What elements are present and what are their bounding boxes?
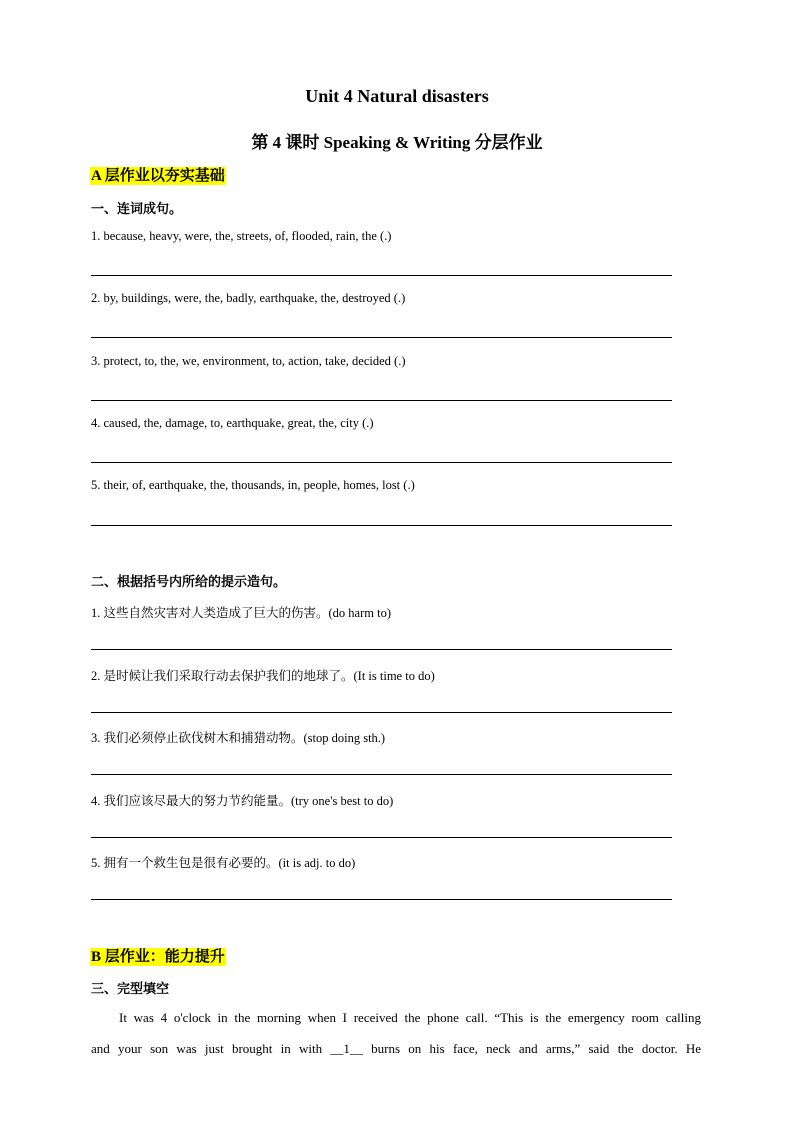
part2-question-1: 1. 这些自然灾害对人类造成了巨大的伤害。(do harm to)	[91, 606, 391, 620]
passage-line-1: It was 4 o'clock in the morning when I received the phone call. “This is the emergency room calling	[119, 1010, 701, 1025]
part2-question-3: 3. 我们必须停止砍伐树木和捕猎动物。(stop doing sth.)	[91, 731, 386, 745]
part2-question-2: 2. 是时候让我们采取行动去保护我们的地球了。(It is time to do)	[91, 669, 435, 683]
answer-line-8[interactable]	[91, 774, 672, 775]
part1-heading: 一、连词成句。	[91, 201, 183, 216]
passage-line-2: and your son was just brought in with __1__ burns on his face, neck and arms,” said the doctor. He	[91, 1041, 701, 1056]
section-b-label	[90, 945, 226, 966]
part2-question-5: 5. 拥有一个救生包是很有必要的。(it is adj. to do)	[91, 856, 356, 870]
page-title: Unit 4 Natural disasters	[305, 86, 489, 106]
answer-line-6[interactable]	[91, 649, 672, 650]
answer-line-10[interactable]	[91, 899, 672, 900]
answer-line-2[interactable]	[91, 337, 672, 338]
part3-heading: 三、完型填空	[91, 981, 170, 996]
part2-heading: 二、根据括号内所给的提示造句。	[91, 574, 287, 589]
answer-line-4[interactable]	[91, 462, 672, 463]
part2-question-4: 4. 我们应该尽最大的努力节约能量。(try one's best to do)	[91, 794, 394, 808]
part1-question-5: 5. their, of, earthquake, the, thousands, in, people, homes, lost (.)	[91, 478, 415, 492]
part1-question-2: 2. by, buildings, were, the, badly, earthquake, the, destroyed (.)	[91, 291, 406, 305]
answer-line-5[interactable]	[91, 525, 672, 526]
section-b-highlight: B 层作业：能力提升	[91, 949, 225, 965]
section-a-highlight: A 层作业以夯实基础	[91, 168, 225, 184]
answer-line-1[interactable]	[91, 275, 672, 276]
section-a-label	[90, 164, 226, 185]
answer-line-7[interactable]	[91, 712, 672, 713]
part1-question-1: 1. because, heavy, were, the, streets, of, flooded, rain, the (.)	[91, 229, 392, 243]
part1-question-3: 3. protect, to, the, we, environment, to, action, take, decided (.)	[91, 354, 406, 368]
answer-line-9[interactable]	[91, 837, 672, 838]
part1-question-4: 4. caused, the, damage, to, earthquake, great, the, city (.)	[91, 416, 374, 430]
page-subtitle: 第 4 课时 Speaking & Writing 分层作业	[251, 133, 543, 152]
answer-line-3[interactable]	[91, 400, 672, 401]
